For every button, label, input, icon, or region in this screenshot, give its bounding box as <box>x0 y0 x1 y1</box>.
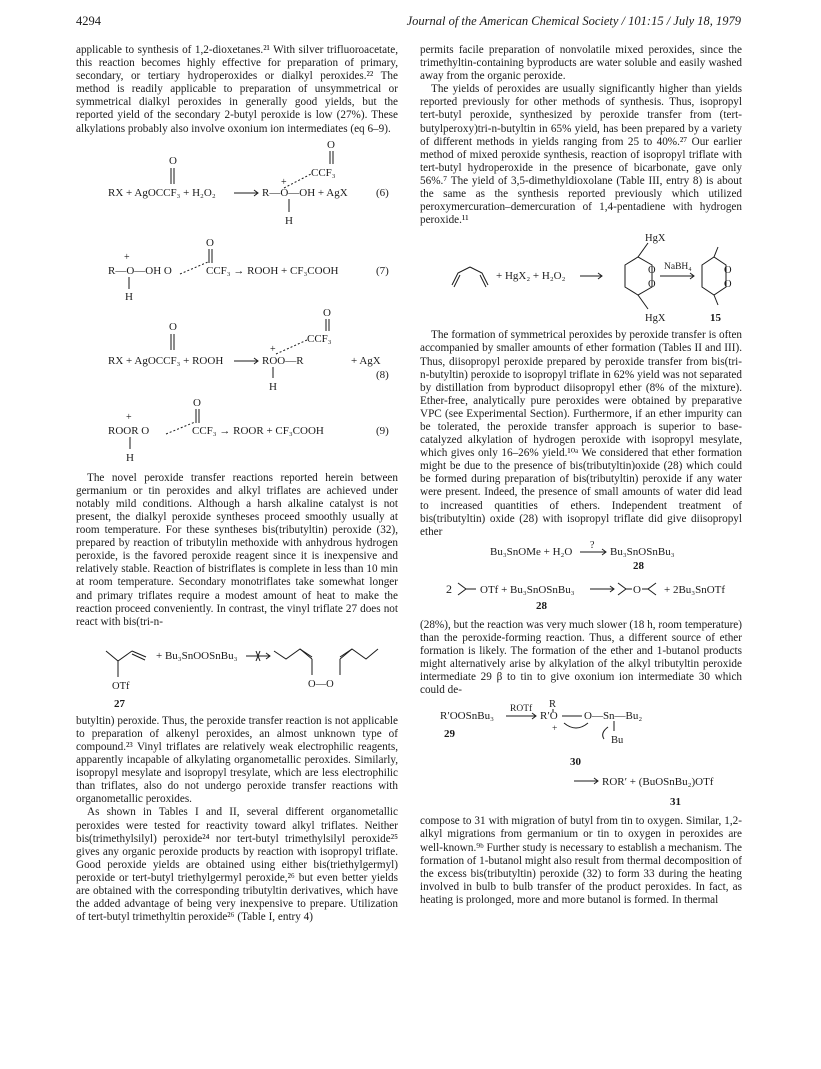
ether-reactants: OTf + Bu₃SnOSnBu₃ <box>480 583 575 596</box>
product-left-chain <box>274 649 312 659</box>
eq6-hydrogen: H <box>285 214 293 227</box>
vinyl-alkene-bond <box>132 651 146 657</box>
vinyl-triflate-skeleton <box>106 651 132 661</box>
hgx-bond-bottom <box>638 295 648 309</box>
product-oxygen-2: O <box>724 279 732 291</box>
ether-byproduct: + 2Bu₃SnOTf <box>664 583 726 596</box>
eq8-top-oxygen: O <box>323 306 331 319</box>
eq9-top-oxygen: O <box>193 396 201 409</box>
eq7-number: (7) <box>376 264 389 277</box>
oxonium-plus: + <box>552 724 558 735</box>
ether-isopropyl-b <box>648 583 656 595</box>
eq7-products: CCF₃ → ROOH + CF₃COOH <box>206 264 339 277</box>
hgx-top: HgX <box>645 233 666 245</box>
ether-coefficient: 2 <box>446 581 452 596</box>
oxonium-ro: R′O <box>540 710 558 723</box>
ether-oxygen: O <box>633 583 641 596</box>
eq6-reactants: RX + AgOCCF₃ + H₂O₂ <box>108 186 216 199</box>
eq9-hydrogen: H <box>126 451 134 464</box>
page-number: 4294 <box>76 14 101 28</box>
eq8-ccf3: CCF₃ <box>307 332 332 345</box>
paragraph: (28%), but the reaction was very much slower (18 h, room temperature) than the peroxide-forming reaction. Thus, a different source of ether formation is likely. The formation of the ether and 1-butanol products might alternatively arise by alkylation of the alkyl tributyltin peroxide intermediate 29 β to tin to give oxonium ion intermediate 30 which could de- <box>420 618 742 697</box>
methyl-bottom <box>714 295 718 305</box>
eq7-reactant: R—O—OH O <box>108 264 172 277</box>
migration-arrow-2 <box>603 727 608 739</box>
pentadiene-left <box>452 267 470 285</box>
compound-28-label-2: 28 <box>536 599 547 612</box>
eq8-byproduct: + AgX <box>351 354 381 367</box>
ring-oxygen-2: O <box>648 279 656 291</box>
journal-title: Journal of the American Chemical Society / 101:15 / July 18, 1979 <box>406 14 741 28</box>
equation-7 <box>76 234 398 306</box>
paragraph: compose to 31 with migration of butyl from tin to oxygen. Similar, 1,2-alkyl migrations from germanium or tin to oxygen in peroxides are well-known.⁹ᵇ Further study is necessary to establish a mechanism. The formation of 1-butanol might also result from thermal decomposition of the excess bis(tributyltin) peroxide (32) to form 33 during the heating involved in bulb to bulb transfer of the product peroxides. In fact, as heating is prolonged, more and more butanol is formed. In thermal <box>420 815 742 906</box>
compound-30-label: 30 <box>570 756 581 769</box>
pentadiene-left-db <box>454 275 460 287</box>
eq6-products: R—O—OH + AgX <box>262 186 348 199</box>
compound-28-label: 28 <box>633 559 644 572</box>
hgx-bond-top <box>638 243 648 257</box>
eq8-intermediate: ROO—R <box>262 354 304 367</box>
product-alkene-b <box>340 649 352 657</box>
paragraph: The formation of symmetrical peroxides by peroxide transfer is often accompanied by smaller amounts of ether formation (Tables II and III). Thus, diisopropyl peroxide prepared by peroxide transfer from bis(tri-n-butyltin) peroxide to isopropyl triflate in 62% yield was not separated by distillation from byproduct diisopropyl ether (8% of the mixture). Ether-free, analytically pure peroxides were obtained by preparative VPC (see Experimental Section). Furthermore, if an ether impurity can be tolerated, the peroxide transfer approach is superior to base-catalyzed alkylation of hydrogen peroxide with isopropyl mesylate, which gives only 16–26% yield.¹⁰ᵃ We considered that ether formation might be due to the presence of bis(tributyltin)oxide (28) which could be formed during preparation of bis(tributyltin) peroxide if any water were present. Indeed, the presence of small amounts of water did lead to increased quantities of ethers. Independent treatment of bis(tributyltin) oxide (28) with isopropyl triflate did give diisopropyl ether <box>420 329 742 538</box>
equation-8 <box>76 306 398 394</box>
oxide-formation-equation <box>420 539 742 619</box>
otf-label: OTf <box>112 680 130 692</box>
eq8-interaction <box>276 340 307 354</box>
ring-oxygen-1: O <box>648 265 656 277</box>
eq7-interaction <box>180 262 208 274</box>
eq6-number: (6) <box>376 186 389 199</box>
eq8-plus: + <box>270 343 276 355</box>
eq9-number: (9) <box>376 424 389 437</box>
ether-isopropyl-a <box>618 583 626 595</box>
eq8-number: (8) <box>376 368 389 381</box>
product-alkene-a <box>300 649 312 657</box>
pentadiene-right <box>470 267 488 285</box>
eq7-hydrogen: H <box>125 290 133 303</box>
eq6-carbonyl-oxygen: O <box>169 154 177 167</box>
peroxymercuration-scheme <box>420 227 742 325</box>
oxonium-sn: O—Sn—Bu₂ <box>584 710 643 723</box>
eq6-ccf3: CCF₃ <box>311 166 336 179</box>
mechanism-scheme <box>420 697 742 815</box>
eq7-plus: + <box>124 251 130 263</box>
eq9-plus: + <box>126 411 132 423</box>
hgx-bottom: HgX <box>645 313 666 325</box>
hg-reagents: + HgX₂ + H₂O₂ <box>496 270 566 283</box>
page-header <box>76 14 741 32</box>
paragraph: permits facile preparation of nonvolatile mixed peroxides, since the trimethyltin-containing byproducts are water soluble and easily washed away from the organic peroxide. <box>420 44 742 83</box>
oxonium-r: R <box>549 699 557 711</box>
eq8-carbonyl-oxygen: O <box>169 320 177 333</box>
peroxide-29: R′OOSnBu₃ <box>440 710 494 723</box>
vinyl-triflate-scheme <box>76 629 398 715</box>
mechanism-products: ROR′ + (BuOSnBu₂)OTf <box>602 776 714 789</box>
tin-peroxide-reagent: + Bu₃SnOOSnBu₃ <box>156 649 238 662</box>
pentadiene-right-db <box>480 275 486 287</box>
oxide-product: Bu₃SnOSnBu₃ <box>610 545 675 558</box>
eq6-top-oxygen: O <box>327 138 335 151</box>
eq7-top-oxygen: O <box>206 236 214 249</box>
eq9-products: CCF₃ → ROOR + CF₃COOH <box>192 424 324 437</box>
product-ring <box>702 257 726 295</box>
right-column <box>420 44 742 907</box>
compound-31-label: 31 <box>670 796 681 809</box>
vinyl-alkene-bond-b <box>132 654 145 660</box>
isopropyl-left <box>458 583 466 595</box>
eq6-interaction <box>284 174 311 188</box>
equation-6 <box>76 136 398 234</box>
nabh4-label: NaBH₄ <box>664 262 692 273</box>
paragraph: butyltin) peroxide. Thus, the peroxide transfer reaction is not applicable to preparation of alkenyl peroxides, an almost unknown type of compound.²³ Vinyl triflates are relatively weak electrophilic reagents, apparently incapable of alkylating organometallic peroxides. Similarly, isopropyl mesylate and isopropyl tresylate, which are less electrophilic than triflates, also do not undergo peroxide transfer reactions with organometallic peroxides. <box>76 714 398 806</box>
product-right-chain <box>340 649 378 659</box>
question-mark: ? <box>590 539 595 551</box>
migration-arrow-1 <box>564 723 588 728</box>
paragraph: applicable to synthesis of 1,2-dioxetanes.²¹ With silver trifluoroacetate, this reaction becomes highly effective for preparation of primary, secondary, or tertiary hydroperoxides or dialkyl peroxides.²² The method is readily applicable to preparation of unsymmetrical or symmetrical dialkyl peroxides in generally good yields, but the reported yield of the secondary 2-butyl peroxide is low (27%). These alkylations probably also involve oxonium ion intermediates (eq 6–9). <box>76 44 398 135</box>
left-column <box>76 44 398 924</box>
eq8-reactants: RX + AgOCCF₃ + ROOH <box>108 354 224 367</box>
paragraph: As shown in Tables I and II, several different organometallic peroxides were tested for reactivity toward alkyl triflates. Neither bis(trimethylsilyl) peroxide²⁴ nor tert-butyl trimethylsilyl peroxide²⁵ gives any organic peroxide products by reaction with isopropyl triflate. Good peroxide yields are obtained using either bis(triethylgermyl) peroxide or tert-butyl triethylgermyl peroxide,²⁶ but even better yields are obtained with the corresponding tributyltin derivatives, which have the added advantage of being very inexpensive to prepare. Utilization of tert-butyl trimethyltin peroxide²⁶ (Table I, entry 4) <box>76 806 398 924</box>
rotf-reagent: ROTf <box>510 704 533 715</box>
compound-15-label: 15 <box>710 312 721 325</box>
compound-27-label: 27 <box>114 697 125 710</box>
eq9-reactant: ROOR O <box>108 424 150 437</box>
eq6-plus: + <box>281 176 287 188</box>
migrating-bu: Bu <box>611 735 624 747</box>
peroxide-link: O—O <box>308 678 334 690</box>
eq8-hydrogen: H <box>269 380 277 393</box>
paragraph: The yields of peroxides are usually significantly higher than yields reported previously for other methods of synthesis. Thus, isopropyl tert-butyl peroxide, synthesized by peroxide transfer from (tert-butylperoxy)tri-n-butyltin in 65% yield, has been prepared by a variety of different methods in yields ranging from 25 to 40%.²⁷ Our earlier method of mixed peroxide synthesis, reaction of isopropyl triflate with tert-butyl hydroperoxide in the presence of bicarbonate, gave only 56%.⁷ The yield of 3,5-dimethyldioxolane (Table III, entry 8) is about the same as the synthesis reported previously which utilized peroxymercuration–demercuration of 1,4-pentadiene with hydrogen peroxide.¹¹ <box>420 83 742 227</box>
equation-9 <box>76 394 398 468</box>
eq9-interaction <box>166 422 195 434</box>
compound-29-label: 29 <box>444 728 455 741</box>
methyl-top <box>714 247 718 257</box>
paragraph: The novel peroxide transfer reactions reported herein between germanium or tin peroxides and alkyl triflates are achieved under notably mild conditions. Although a harsh alkaline catalyst is not present, the dialkyl peroxide syntheses proceed smoothly usually at room temperature. For these syntheses bis(tributyltin) peroxide (32), prepared by reaction of tributylin methoxide with anhydrous hydrogen peroxide, is the favored peroxide reagent since it is inexpensive and relatively stable. Reaction of bistriflates is complete in less than 10 min at room temperature. Secondary monotriflates take somewhat longer and primary triflates require a modest amount of heat to make the reaction proceed conveniently. In contrast, the vinyl triflate 27 does not react with bis(tri-n- <box>76 471 398 628</box>
product-oxygen-1: O <box>724 265 732 277</box>
methoxide-reactants: Bu₃SnOMe + H₂O <box>490 545 573 558</box>
